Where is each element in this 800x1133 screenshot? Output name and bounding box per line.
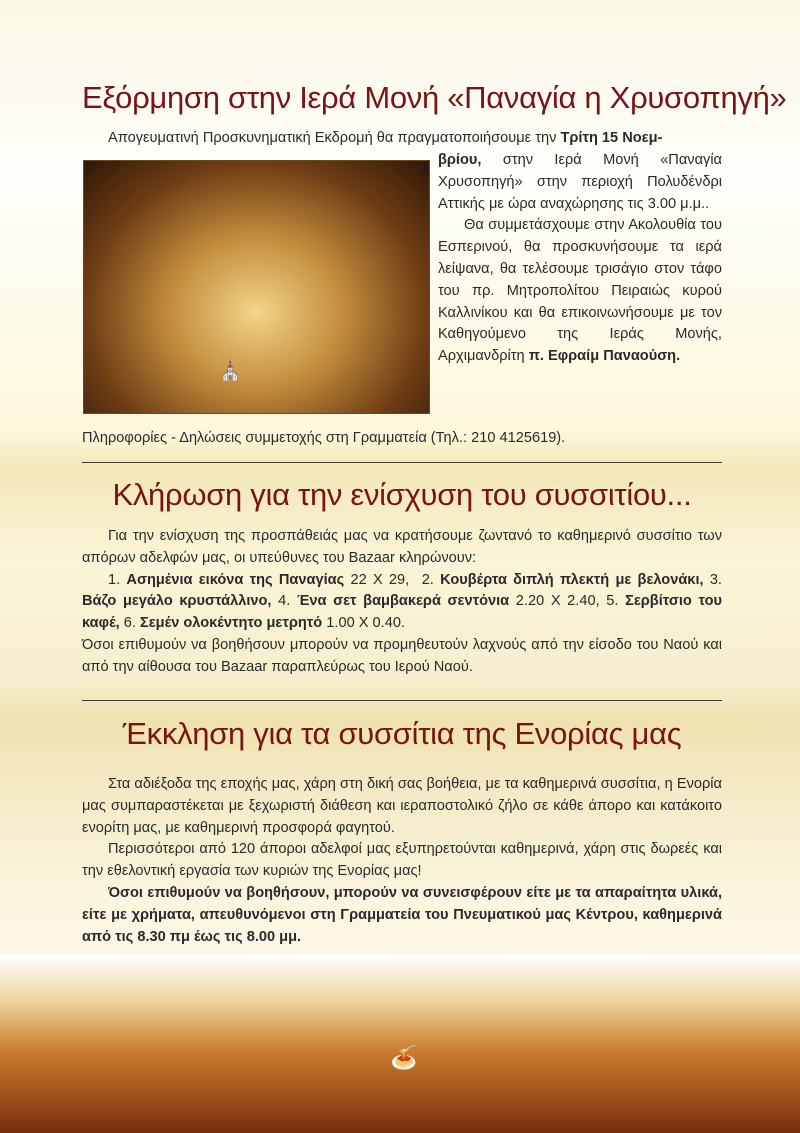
priest-name: π. Εφραίμ Παναούση. bbox=[528, 348, 681, 365]
appeal-para1: Στα αδιέξοδα της εποχής μας, χάρη στη δική σας βοήθεια, με τα καθημερινά συσσίτια, η Ενορία μας συμπαραστέκεται με ξεχωριστή διάθεση και ιεραποστολικό ζήλο σε κάθε άπορο και κατάκοιτο ενορίτη μας, με καθημερινή προσφορά φαγητού. bbox=[82, 776, 722, 836]
prize-2: Κουβέρτα διπλή πλεκτή με βελονάκι, bbox=[440, 571, 704, 588]
food-collage-photo bbox=[0, 955, 800, 1133]
prize-number: 5. bbox=[606, 593, 619, 610]
section-title-lottery: Κλήρωση για την ενίσχυση του συσσιτίου... bbox=[112, 477, 692, 512]
prize-1-size: 22 Χ 29, bbox=[350, 571, 410, 588]
prize-number: 6. bbox=[123, 615, 136, 632]
church-interior-photo bbox=[83, 160, 430, 414]
lottery-body bbox=[82, 526, 722, 679]
section-excursion bbox=[82, 80, 787, 116]
section-lottery bbox=[82, 477, 722, 513]
excursion-date-cont: βρίου, bbox=[438, 152, 482, 168]
prize-number: 1. bbox=[108, 571, 121, 588]
appeal-body bbox=[82, 774, 722, 948]
section-title-excursion: Εξόρμηση στην Ιερά Μονή «Παναγία η Χρυσοπηγή» bbox=[82, 80, 787, 115]
prize-5: Σερβίτσιο του καφέ, bbox=[82, 593, 722, 632]
prize-number: 3. bbox=[709, 571, 722, 588]
prize-number: 4. bbox=[278, 593, 291, 610]
excursion-para2: Θα συμμετάσχουμε στην Ακολουθία του Εσπερινού, θα προσκυνήσουμε τα ιερά λείψανα, θα τελέσουμε τρισάγιο στον τάφο του πρ. Μητροπολίτου Πειραιώς κυρού Καλλινίκου και θα επικοινωνήσουμε με τον Καθηγούμενο της Ιεράς Μονής, Αρχιμανδρίτη bbox=[438, 217, 722, 365]
prize-list bbox=[82, 570, 722, 635]
excursion-right-column bbox=[438, 150, 722, 368]
excursion-info bbox=[82, 428, 722, 450]
lottery-intro: Για την ενίσχυση της προσπάθειάς μας να κρατήσουμε ζωντανό το καθημερινό συσσίτιο των απόρων αδελφών μας, οι υπεύθυνες του bbox=[82, 528, 722, 566]
appeal-para2: Περισσότεροι από 120 άποροι αδελφοί μας εξυπηρετούνται καθημερινά, χάρη στις δωρεές και την εθελοντική εργασία των κυριών της Ενορίας μας! bbox=[82, 841, 722, 880]
excursion-para1: στην Ιερά Μονή «Παναγία Χρυσοπηγή» στην περιοχή Πολυδένδρι Αττικής με ώρα αναχώρησης τις 3.00 μ.μ.. bbox=[438, 152, 722, 212]
lottery-tickets-end: παραπλεύρως του Ιερού Ναού. bbox=[271, 658, 473, 675]
intro-line: Απογευματινή Προσκυνηματική Εκδρομή θα πραγματοποιήσουμε την bbox=[108, 130, 557, 146]
lottery-tickets: Όσοι επιθυμούν να βοηθήσουν μπορούν να προμηθευτούν λαχνούς από την είσοδο του Ναού και από την αίθουσα του bbox=[82, 636, 722, 675]
divider-2 bbox=[82, 700, 722, 701]
divider-1 bbox=[82, 462, 722, 463]
excursion-date: Τρίτη 15 Νοεμ- bbox=[560, 130, 663, 146]
section-title-appeal: Έκκληση για τα συσσίτια της Ενορίας μας bbox=[122, 716, 682, 751]
info-line: Πληροφορίες - Δηλώσεις συμμετοχής στη Γραμματεία (Τηλ.: 210 4125619). bbox=[82, 430, 566, 446]
church-photo-icon: ⛪ bbox=[219, 361, 242, 381]
bazaar-label: Bazaar bbox=[348, 549, 395, 566]
food-collage-icon: 🍝 bbox=[390, 1045, 418, 1070]
excursion-intro bbox=[82, 128, 722, 150]
prize-number: 2. bbox=[421, 571, 434, 588]
bazaar-label: Bazaar bbox=[221, 658, 268, 675]
prize-4: Ένα σετ βαμβακερά σεντόνια bbox=[296, 593, 510, 610]
prize-3: Βάζο μεγάλο κρυστάλλινο, bbox=[82, 593, 272, 610]
prize-6-size: 1.00 Χ 0.40. bbox=[326, 615, 405, 632]
prize-6: Σεμέν ολοκέντητο μετρητό bbox=[140, 615, 323, 632]
appeal-para3: Όσοι επιθυμούν να βοηθήσουν, μπορούν να συνεισφέρουν είτε με τα απαραίτητα υλικά, είτε με χρήματα, απευθυνόμενοι στη Γραμματεία του Πνευματικού μας Κέντρου, καθημερινά από τις 8.30 πμ έως τις 8.00 μμ. bbox=[82, 884, 722, 945]
section-appeal bbox=[82, 716, 722, 752]
prize-1: Ασημένια εικόνα της Παναγίας bbox=[126, 571, 345, 588]
lottery-intro-end: κληρώνουν: bbox=[398, 549, 477, 566]
prize-4-size: 2.20 Χ 2.40, bbox=[515, 593, 600, 610]
